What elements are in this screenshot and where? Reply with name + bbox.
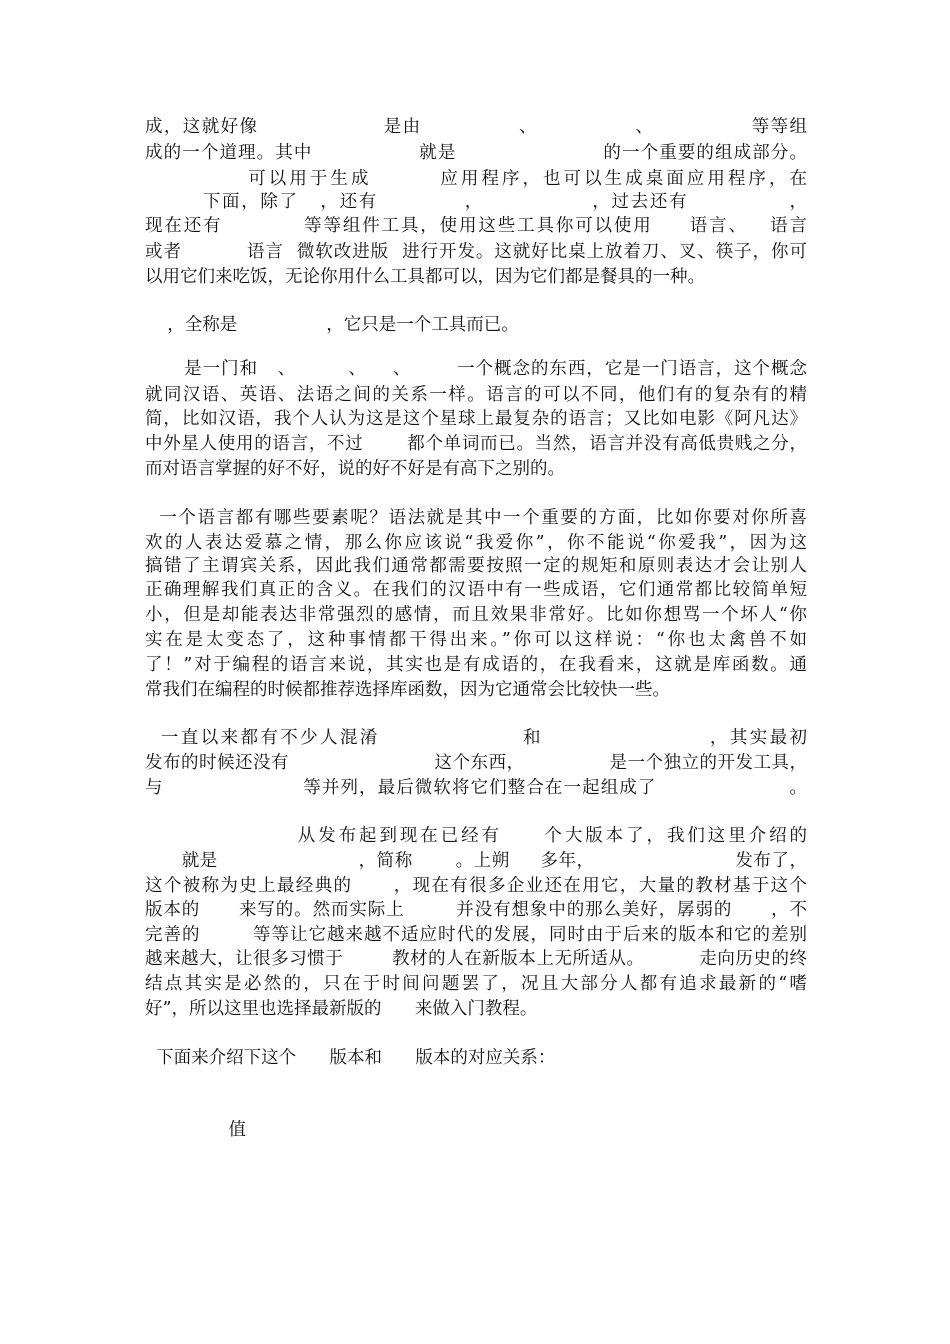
paragraph-7-line-1: 下面来介绍下这个 版本和 版本的对应关系： — [145, 1048, 556, 1068]
paragraph-5-line-1: 一直以来都有不少人混淆 和 ，其实最初 — [145, 728, 807, 748]
paragraph-4-line-2: 欢的人表达爱慕之情，那么你应该说“我爱你”，你不能说“你爱我”，因为这 — [145, 533, 807, 553]
paragraph-3-line-3: 简，比如汉语，我个人认为这是这个星球上最复杂的语言；又比如电影《阿凡达》 — [145, 409, 807, 429]
paragraph-6-line-3: 这个被称为史上最经典的 ，现在有很多企业还在用它，大量的教材基于这个 — [145, 876, 807, 896]
paragraph-3-line-2: 就同汉语、英语、法语之间的关系一样。语言的可以不同，他们有的复杂有的精 — [145, 385, 807, 405]
paragraph-4-line-7: 了！”对于编程的语言来说，其实也是有成语的，在我看来，这就是库函数。通 — [145, 655, 807, 675]
paragraph-4-line-1: 一个语言都有哪些要素呢？语法就是其中一个重要的方面，比如你要对你所喜 — [145, 508, 807, 528]
paragraph-5-line-3: 与 等并列，最后微软将它们整合在一起组成了 。 — [145, 778, 807, 798]
paragraph-6-line-7: 结点其实是必然的，只在于时间问题罢了，况且大部分人都有追求最新的“嗜 — [145, 974, 807, 994]
paragraph-1-line-3: 可以用于生成 应用程序，也可以生成桌面应用程序，在 — [145, 169, 807, 189]
paragraph-1-line-2: 成的一个道理。其中 就是 的一个重要的组成部分。 — [145, 143, 807, 163]
paragraph-4-line-6: 实在是太变态了，这种事情都干得出来。”你可以这样说：“你也太禽兽不如 — [145, 630, 807, 650]
paragraph-6-line-4: 版本的 来写的。然而实际上 并没有想象中的那么美好，孱弱的 ，不 — [145, 900, 807, 920]
paragraph-4-line-5: 小，但是却能表达非常强烈的感情，而且效果非常好。比如你想骂一个坏人“你 — [145, 605, 807, 625]
paragraph-1-line-5: 现在还有 等等组件工具，使用这些工具你可以使用 语言、 语言 — [145, 216, 807, 236]
paragraph-3-line-5: 而对语言掌握的好不好，说的好不好是有高下之别的。 — [145, 459, 565, 479]
paragraph-3-line-1: 是一门和 、 、 、 一个概念的东西，它是一门语言，这个概念 — [145, 359, 807, 379]
paragraph-6-line-1: 从发布起到现在已经有 个大版本了，我们这里介绍的 — [145, 826, 807, 846]
paragraph-4-line-3: 搞错了主谓宾关系，因此我们通常都需要按照一定的规矩和原则表达才会让别人 — [145, 556, 807, 576]
paragraph-6-line-2: 就是 ，简称 。上朔 多年， 发布了， — [145, 851, 807, 871]
paragraph-2-line-1: ，全称是 ，它只是一个工具而已。 — [145, 315, 519, 335]
paragraph-1-line-4: 下面，除了 ，还有 ， ，过去还有 ， — [145, 192, 807, 212]
paragraph-6-line-6: 越来越大，让很多习惯于 教材的人在新版本上无所适从。 走向历史的终 — [145, 949, 807, 969]
paragraph-6-line-8: 好”，所以这里也选择最新版的 来做入门教程。 — [145, 999, 538, 1019]
paragraph-4-line-4: 正确理解我们真正的含义。在我们的汉语中有一些成语，它们通常都比较简单短 — [145, 580, 807, 600]
paragraph-6-line-5: 完善的 等等让它越来越不适应时代的发展，同时由于后来的版本和它的差别 — [145, 925, 807, 945]
paragraph-1-line-7: 以用它们来吃饭，无论你用什么工具都可以，因为它们都是餐具的一种。 — [145, 267, 705, 287]
paragraph-1-line-6: 或者 语言 微软改进版 进行开发。这就好比桌上放着刀、叉、筷子，你可 — [145, 242, 807, 262]
paragraph-5-line-2: 发布的时候还没有 这个东西， 是一个独立的开发工具， — [145, 753, 807, 773]
paragraph-8-line-1: 值 — [145, 1120, 246, 1140]
paragraph-3-line-4: 中外星人使用的语言，不过 都个单词而已。当然，语言并没有高低贵贱之分， — [145, 434, 807, 454]
paragraph-1-line-1: 成，这就好像 是由 、 、 等等组 — [145, 117, 807, 137]
paragraph-4-line-8: 常我们在编程的时候都推荐选择库函数，因为它通常会比较快一些。 — [145, 680, 670, 700]
